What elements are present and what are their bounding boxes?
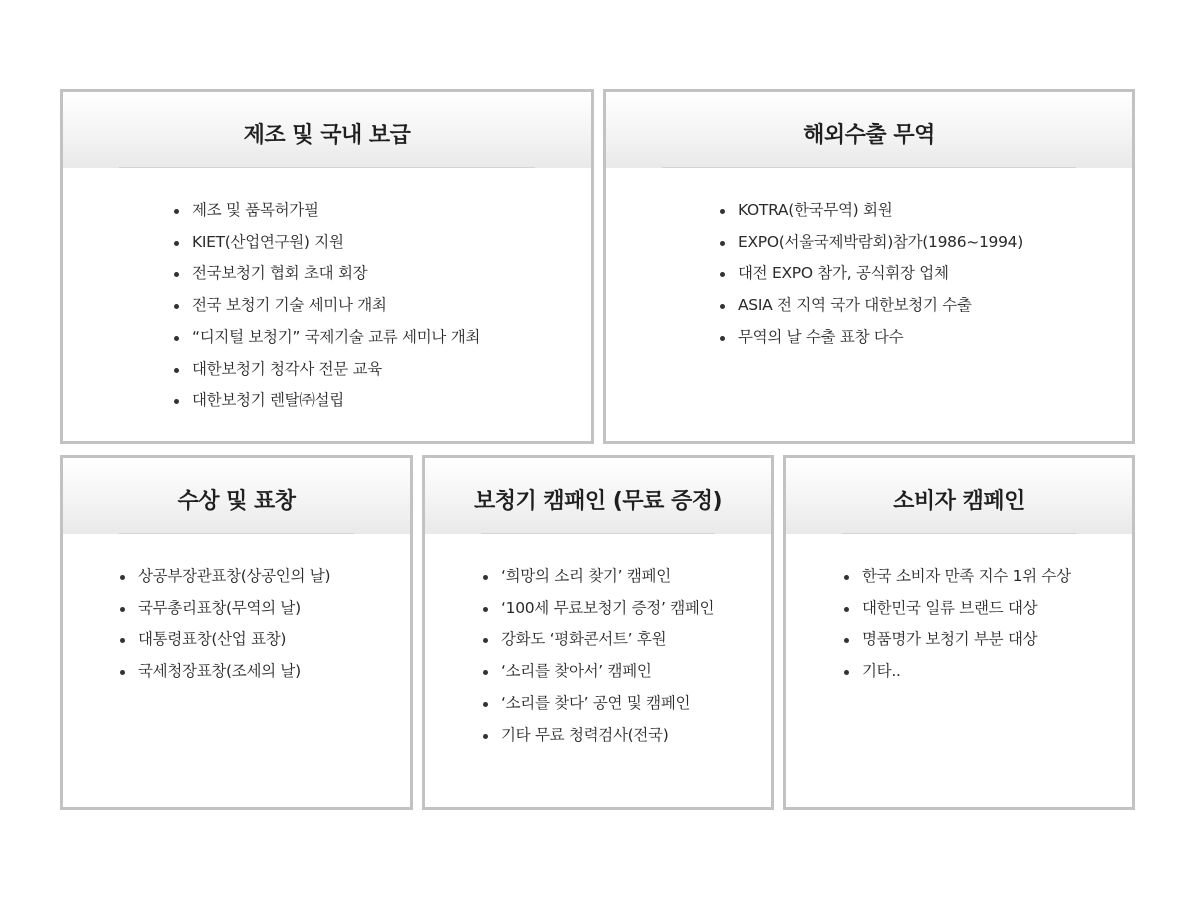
- list-item: 상공부장관표창(상공인의 날): [138, 561, 410, 593]
- list-item: KOTRA(한국무역) 회원: [738, 195, 1132, 227]
- list-item: EXPO(서울국제박람회)참가(1986~1994): [738, 227, 1132, 259]
- list-item: 기타..: [862, 656, 1132, 688]
- list-item: 국세청장표창(조세의 날): [138, 656, 410, 688]
- list-item: 대한보청기 렌탈㈜설립: [192, 385, 591, 417]
- list-item: 전국보청기 협회 초대 회장: [192, 258, 591, 290]
- item-list: [192, 168, 591, 417]
- item-list: [862, 534, 1132, 688]
- list-item: ‘소리를 찾아서’ 캠페인: [501, 656, 771, 688]
- panel-header: [63, 458, 410, 534]
- panel-title: 수상 및 표창: [177, 488, 296, 514]
- list-item: ‘희망의 소리 찾기’ 캠페인: [501, 561, 771, 593]
- list-item: 한국 소비자 만족 지수 1위 수상: [862, 561, 1132, 593]
- panel-header: [425, 458, 771, 534]
- panel-export: [603, 89, 1135, 444]
- item-list: [138, 534, 410, 688]
- panel-manufacturing: [60, 89, 594, 444]
- list-item: 명품명가 보청기 부분 대상: [862, 624, 1132, 656]
- panel-consumer: [783, 455, 1135, 810]
- list-item: 기타 무료 청력검사(전국): [501, 720, 771, 752]
- panel-title: 제조 및 국내 보급: [243, 122, 411, 148]
- list-item: 무역의 날 수출 표창 다수: [738, 322, 1132, 354]
- list-item: “디지털 보청기” 국제기술 교류 세미나 개최: [192, 322, 591, 354]
- panel-title: 해외수출 무역: [803, 122, 935, 148]
- panel-header: [63, 92, 591, 168]
- panel-title: 소비자 캠페인: [893, 488, 1025, 514]
- list-item: KIET(산업연구원) 지원: [192, 227, 591, 259]
- list-item: 대한민국 일류 브랜드 대상: [862, 593, 1132, 625]
- list-item: 대전 EXPO 참가, 공식휘장 업체: [738, 258, 1132, 290]
- panel-campaign: [422, 455, 774, 810]
- list-item: ‘소리를 찾다’ 공연 및 캠페인: [501, 688, 771, 720]
- list-item: 대통령표창(산업 표창): [138, 624, 410, 656]
- list-item: 강화도 ‘평화콘서트’ 후원: [501, 624, 771, 656]
- panel-title: 보청기 캠패인 (무료 증정): [473, 488, 723, 514]
- item-list: [738, 168, 1132, 354]
- list-item: 국무총리표창(무역의 날): [138, 593, 410, 625]
- panel-header: [786, 458, 1132, 534]
- panel-header: [606, 92, 1132, 168]
- list-item: ASIA 전 지역 국가 대한보청기 수출: [738, 290, 1132, 322]
- list-item: 대한보청기 청각사 전문 교육: [192, 354, 591, 386]
- list-item: 제조 및 품목허가필: [192, 195, 591, 227]
- item-list: [501, 534, 771, 751]
- list-item: ‘100세 무료보청기 증정’ 캠페인: [501, 593, 771, 625]
- panel-awards: [60, 455, 413, 810]
- list-item: 전국 보청기 기술 세미나 개최: [192, 290, 591, 322]
